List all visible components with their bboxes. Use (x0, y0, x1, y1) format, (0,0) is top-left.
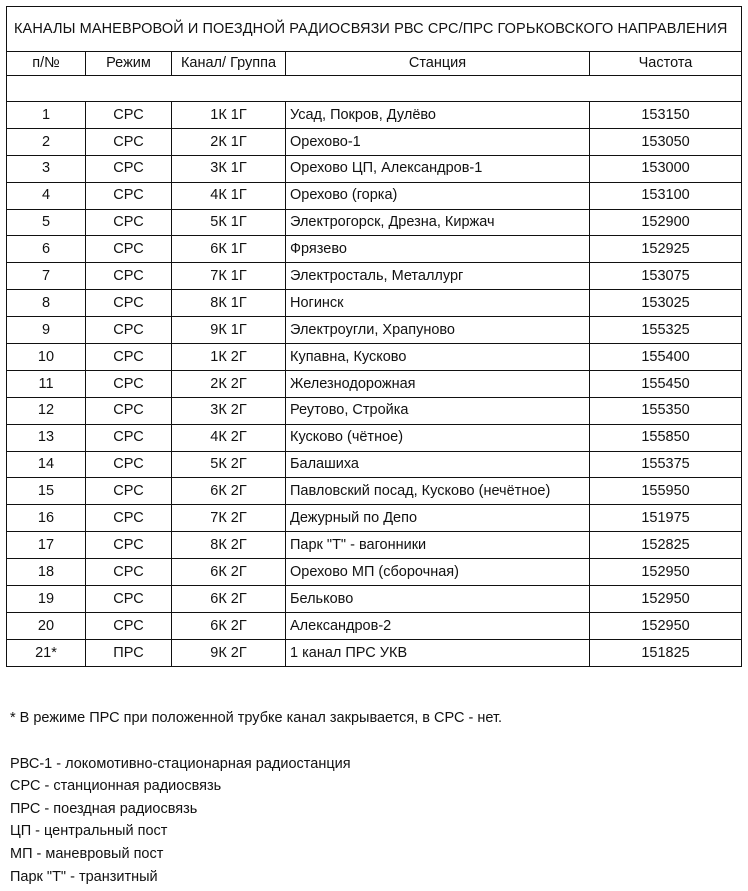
cell-mode: СРС (86, 505, 172, 532)
table-row (7, 451, 742, 478)
cell-num: 2 (7, 128, 86, 155)
cell-station: Электрогорск, Дрезна, Киржач (286, 209, 590, 236)
cell-station: Орехово-1 (286, 128, 590, 155)
cell-num: 16 (7, 505, 86, 532)
cell-channel: 4К 2Г (172, 424, 286, 451)
cell-channel: 5К 1Г (172, 209, 286, 236)
table-row (7, 344, 742, 371)
cell-channel: 4К 1Г (172, 182, 286, 209)
legend-list (10, 753, 502, 889)
cell-channel: 6К 2Г (172, 478, 286, 505)
cell-num: 12 (7, 397, 86, 424)
cell-station: Бельково (286, 586, 590, 613)
cell-freq: 152900 (590, 209, 742, 236)
cell-num: 18 (7, 559, 86, 586)
table-row (7, 612, 742, 639)
cell-num: 3 (7, 155, 86, 182)
table-row (7, 290, 742, 317)
table-row (7, 478, 742, 505)
cell-station: Железнодорожная (286, 370, 590, 397)
cell-freq: 155450 (590, 370, 742, 397)
cell-station: Орехово МП (сборочная) (286, 559, 590, 586)
cell-channel: 6К 2Г (172, 612, 286, 639)
table-row (7, 424, 742, 451)
cell-mode: СРС (86, 209, 172, 236)
cell-station: Реутово, Стройка (286, 397, 590, 424)
cell-freq: 153100 (590, 182, 742, 209)
legend-item: ПРС - поездная радиосвязь (10, 800, 198, 817)
legend-item: МП - маневровый пост (10, 845, 164, 862)
cell-freq: 155325 (590, 317, 742, 344)
cell-channel: 2К 2Г (172, 370, 286, 397)
cell-channel: 6К 2Г (172, 586, 286, 613)
cell-num: 20 (7, 612, 86, 639)
cell-station: Электроугли, Храпуново (286, 317, 590, 344)
cell-mode: СРС (86, 182, 172, 209)
cell-num: 10 (7, 344, 86, 371)
cell-mode: СРС (86, 532, 172, 559)
cell-num: 4 (7, 182, 86, 209)
legend-item: Парк "Т" - транзитный (10, 868, 158, 885)
table-row (7, 236, 742, 263)
blank-cell (7, 76, 742, 102)
cell-mode: СРС (86, 128, 172, 155)
cell-station: Ногинск (286, 290, 590, 317)
cell-num: 6 (7, 236, 86, 263)
cell-mode: СРС (86, 236, 172, 263)
header-station: Станция (286, 52, 590, 76)
cell-channel: 7К 1Г (172, 263, 286, 290)
table-row (7, 397, 742, 424)
cell-mode: СРС (86, 370, 172, 397)
cell-channel: 6К 2Г (172, 559, 286, 586)
cell-mode: СРС (86, 155, 172, 182)
cell-freq: 155850 (590, 424, 742, 451)
notes-section (10, 707, 502, 888)
cell-freq: 155375 (590, 451, 742, 478)
cell-channel: 8К 1Г (172, 290, 286, 317)
cell-mode: ПРС (86, 639, 172, 666)
table-row (7, 559, 742, 586)
cell-num: 11 (7, 370, 86, 397)
cell-station: Орехово ЦП, Александров-1 (286, 155, 590, 182)
cell-mode: СРС (86, 102, 172, 129)
table-row (7, 182, 742, 209)
cell-mode: СРС (86, 397, 172, 424)
cell-freq: 155950 (590, 478, 742, 505)
cell-num: 19 (7, 586, 86, 613)
legend-item: ЦП - центральный пост (10, 823, 168, 840)
table-title: КАНАЛЫ МАНЕВРОВОЙ И ПОЕЗДНОЙ РАДИОСВЯЗИ РВС СРС/ПРС ГОРЬКОВСКОГО НАПРАВЛЕНИЯ (7, 7, 742, 52)
cell-num: 7 (7, 263, 86, 290)
cell-station: 1 канал ПРС УКВ (286, 639, 590, 666)
cell-freq: 155400 (590, 344, 742, 371)
cell-channel: 9К 2Г (172, 639, 286, 666)
cell-mode: СРС (86, 612, 172, 639)
title-row (7, 7, 742, 52)
cell-channel: 2К 1Г (172, 128, 286, 155)
cell-freq: 152825 (590, 532, 742, 559)
cell-channel: 1К 2Г (172, 344, 286, 371)
header-num: п/№ (7, 52, 86, 76)
cell-channel: 3К 1Г (172, 155, 286, 182)
cell-freq: 151975 (590, 505, 742, 532)
cell-mode: СРС (86, 344, 172, 371)
table-row (7, 532, 742, 559)
table-row (7, 209, 742, 236)
cell-num: 15 (7, 478, 86, 505)
table-row (7, 128, 742, 155)
cell-num: 5 (7, 209, 86, 236)
header-mode: Режим (86, 52, 172, 76)
cell-freq: 153150 (590, 102, 742, 129)
cell-freq: 152950 (590, 612, 742, 639)
cell-mode: СРС (86, 451, 172, 478)
cell-channel: 8К 2Г (172, 532, 286, 559)
cell-station: Балашиха (286, 451, 590, 478)
header-row (7, 52, 742, 76)
cell-station: Купавна, Кусково (286, 344, 590, 371)
cell-channel: 3К 2Г (172, 397, 286, 424)
channel-table-sheet (6, 6, 741, 667)
table-row (7, 639, 742, 666)
cell-freq: 153000 (590, 155, 742, 182)
table-row (7, 317, 742, 344)
cell-num: 13 (7, 424, 86, 451)
legend-item: СРС - станционная радиосвязь (10, 778, 222, 795)
cell-mode: СРС (86, 586, 172, 613)
cell-channel: 1К 1Г (172, 102, 286, 129)
cell-station: Александров-2 (286, 612, 590, 639)
cell-freq: 152925 (590, 236, 742, 263)
cell-num: 1 (7, 102, 86, 129)
cell-station: Орехово (горка) (286, 182, 590, 209)
cell-freq: 152950 (590, 559, 742, 586)
cell-station: Дежурный по Депо (286, 505, 590, 532)
cell-mode: СРС (86, 559, 172, 586)
cell-station: Фрязево (286, 236, 590, 263)
cell-num: 17 (7, 532, 86, 559)
header-channel: Канал/ Группа (172, 52, 286, 76)
cell-channel: 5К 2Г (172, 451, 286, 478)
table-row (7, 155, 742, 182)
cell-mode: СРС (86, 478, 172, 505)
table-row (7, 370, 742, 397)
cell-mode: СРС (86, 263, 172, 290)
blank-row (7, 76, 742, 102)
channel-table (6, 6, 742, 667)
cell-channel: 7К 2Г (172, 505, 286, 532)
cell-num: 21* (7, 639, 86, 666)
cell-channel: 9К 1Г (172, 317, 286, 344)
header-freq: Частота (590, 52, 742, 76)
table-row (7, 586, 742, 613)
legend-item: РВС-1 - локомотивно-стационарная радиостанция (10, 755, 351, 772)
cell-freq: 152950 (590, 586, 742, 613)
cell-mode: СРС (86, 424, 172, 451)
cell-freq: 155350 (590, 397, 742, 424)
cell-station: Электросталь, Металлург (286, 263, 590, 290)
table-row (7, 505, 742, 532)
cell-freq: 153050 (590, 128, 742, 155)
cell-num: 14 (7, 451, 86, 478)
cell-freq: 151825 (590, 639, 742, 666)
table-row (7, 102, 742, 129)
cell-freq: 153025 (590, 290, 742, 317)
cell-num: 9 (7, 317, 86, 344)
table-row (7, 263, 742, 290)
cell-station: Усад, Покров, Дулёво (286, 102, 590, 129)
footnote: * В режиме ПРС при положенной трубке канал закрывается, в СРС - нет. (10, 710, 503, 726)
cell-station: Парк "Т" - вагонники (286, 532, 590, 559)
cell-num: 8 (7, 290, 86, 317)
cell-mode: СРС (86, 317, 172, 344)
cell-channel: 6К 1Г (172, 236, 286, 263)
cell-mode: СРС (86, 290, 172, 317)
cell-station: Павловский посад, Кусково (нечётное) (286, 478, 590, 505)
cell-station: Кусково (чётное) (286, 424, 590, 451)
cell-freq: 153075 (590, 263, 742, 290)
